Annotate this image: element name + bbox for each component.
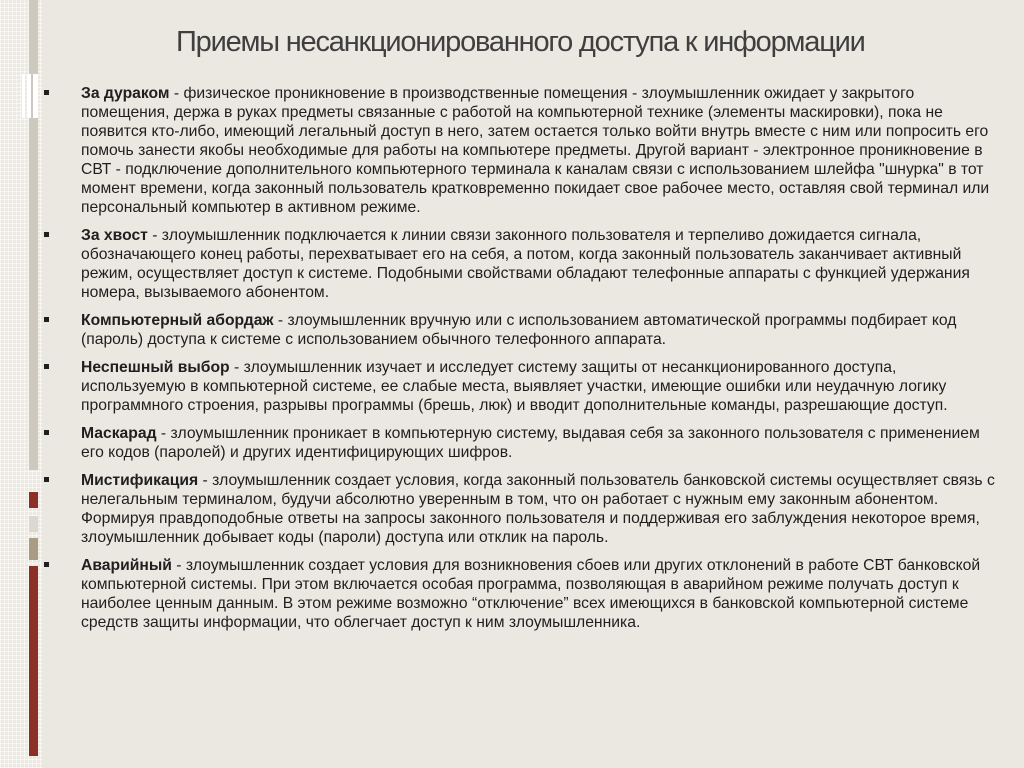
title-decor-icon	[22, 74, 42, 118]
item-term: Маскарад	[81, 425, 157, 442]
item-text: - злоумышленник подключается к линии связи законного пользователя и терпеливо дожидается сигнала, обозначающего конец работы, перехватывает его на себя, а потом, когда законный пользователь заканчивает активный режим, осуществляет доступ к системе. Подобными свойствами обладают телефонные аппараты с функцией удержания номера, вызываемого абонентом.	[81, 227, 970, 301]
bullet-icon	[44, 364, 49, 369]
list-item	[43, 358, 1003, 415]
bullet-icon	[44, 477, 49, 482]
bullet-icon	[44, 90, 49, 95]
left-decor-block	[29, 538, 38, 560]
left-decor-strip	[29, 0, 38, 470]
left-decor-block	[29, 492, 38, 508]
item-text: - злоумышленник вручную или с использованием автоматической программы подбирает код (пароль) доступа к системе с использованием обычного телефонного аппарата.	[81, 312, 957, 348]
bullet-icon	[44, 430, 49, 435]
item-text: - злоумышленник изучает и исследует систему защиты от несанкционированного доступа, используемую в компьютерной системе, ее слабые места, выявляет участки, имеющие ошибки или неудачную логику программного строения, разрывы программы (брешь, люк) и вводит дополнительные команды, разрешающие доступ.	[81, 359, 948, 414]
bullet-list	[43, 84, 1003, 641]
item-text: - злоумышленник создает условия, когда законный пользователь банковской системы осуществляет связь с нелегальным терминалом, будучи абсолютно уверенным в том, что он работает с нужным ему законным абонентом. Формируя правдоподобные ответы на запросы законного пользователя и поддерживая его заблуждения некоторое время, злоумышленник добывает коды (пароли) доступа или отклик на пароль.	[81, 472, 995, 546]
list-item	[43, 84, 1003, 217]
item-term: За хвост	[81, 227, 148, 244]
left-decor-bar	[29, 566, 38, 756]
item-term: Компьютерный абордаж	[81, 312, 274, 329]
item-text: - злоумышленник создает условия для возникновения сбоев или других отклонений в работе СВТ банковской компьютерной системы. При этом включается особая программа, позволяющая в аварийном режиме получать доступ к наиболее ценным данным. В этом режиме возможно “отключение” всех имеющихся в банковской компьютерной системе средств защиты информации, что облегчает доступ к ним злоумышленника.	[81, 557, 981, 631]
bullet-icon	[44, 232, 49, 237]
item-text: - физическое проникновение в производственные помещения - злоумышленник ожидает у закрытого помещения, держа в руках предметы связанные с работой на компьютерной технике (элементы маскировки), пока не появится кто-либо, имеющий легальный доступ в него, затем остается только войти внутрь вместе с ним или попросить его помочь занести якобы необходимые для работы на компьютере предметы. Другой вариант - электронное проникновение в СВТ - подключение дополнительного компьютерного терминала к каналам связи с использованием шлейфа "шнурка" в тот момент времени, когда законный пользователь кратковременно покидает свое рабочее место, оставляя свой терминал или персональный компьютер в активном режиме.	[81, 85, 990, 216]
list-item	[43, 424, 1003, 462]
bullet-icon	[44, 562, 49, 567]
item-text: - злоумышленник проникает в компьютерную систему, выдавая себя за законного пользователя с применением его кодов (паролей) и других идентифицирующих шифров.	[81, 425, 980, 461]
bullet-icon	[44, 317, 49, 322]
item-term: Аварийный	[81, 557, 172, 574]
list-item	[43, 556, 1003, 632]
list-item	[43, 311, 1003, 349]
item-term: Мистификация	[81, 472, 199, 489]
left-decor-block	[29, 516, 38, 532]
slide-title: Приемы несанкционированного доступа к информации	[176, 26, 865, 58]
list-item	[43, 471, 1003, 547]
list-item	[43, 226, 1003, 302]
item-term: Неспешный выбор	[81, 359, 230, 376]
item-term: За дураком	[81, 85, 170, 102]
